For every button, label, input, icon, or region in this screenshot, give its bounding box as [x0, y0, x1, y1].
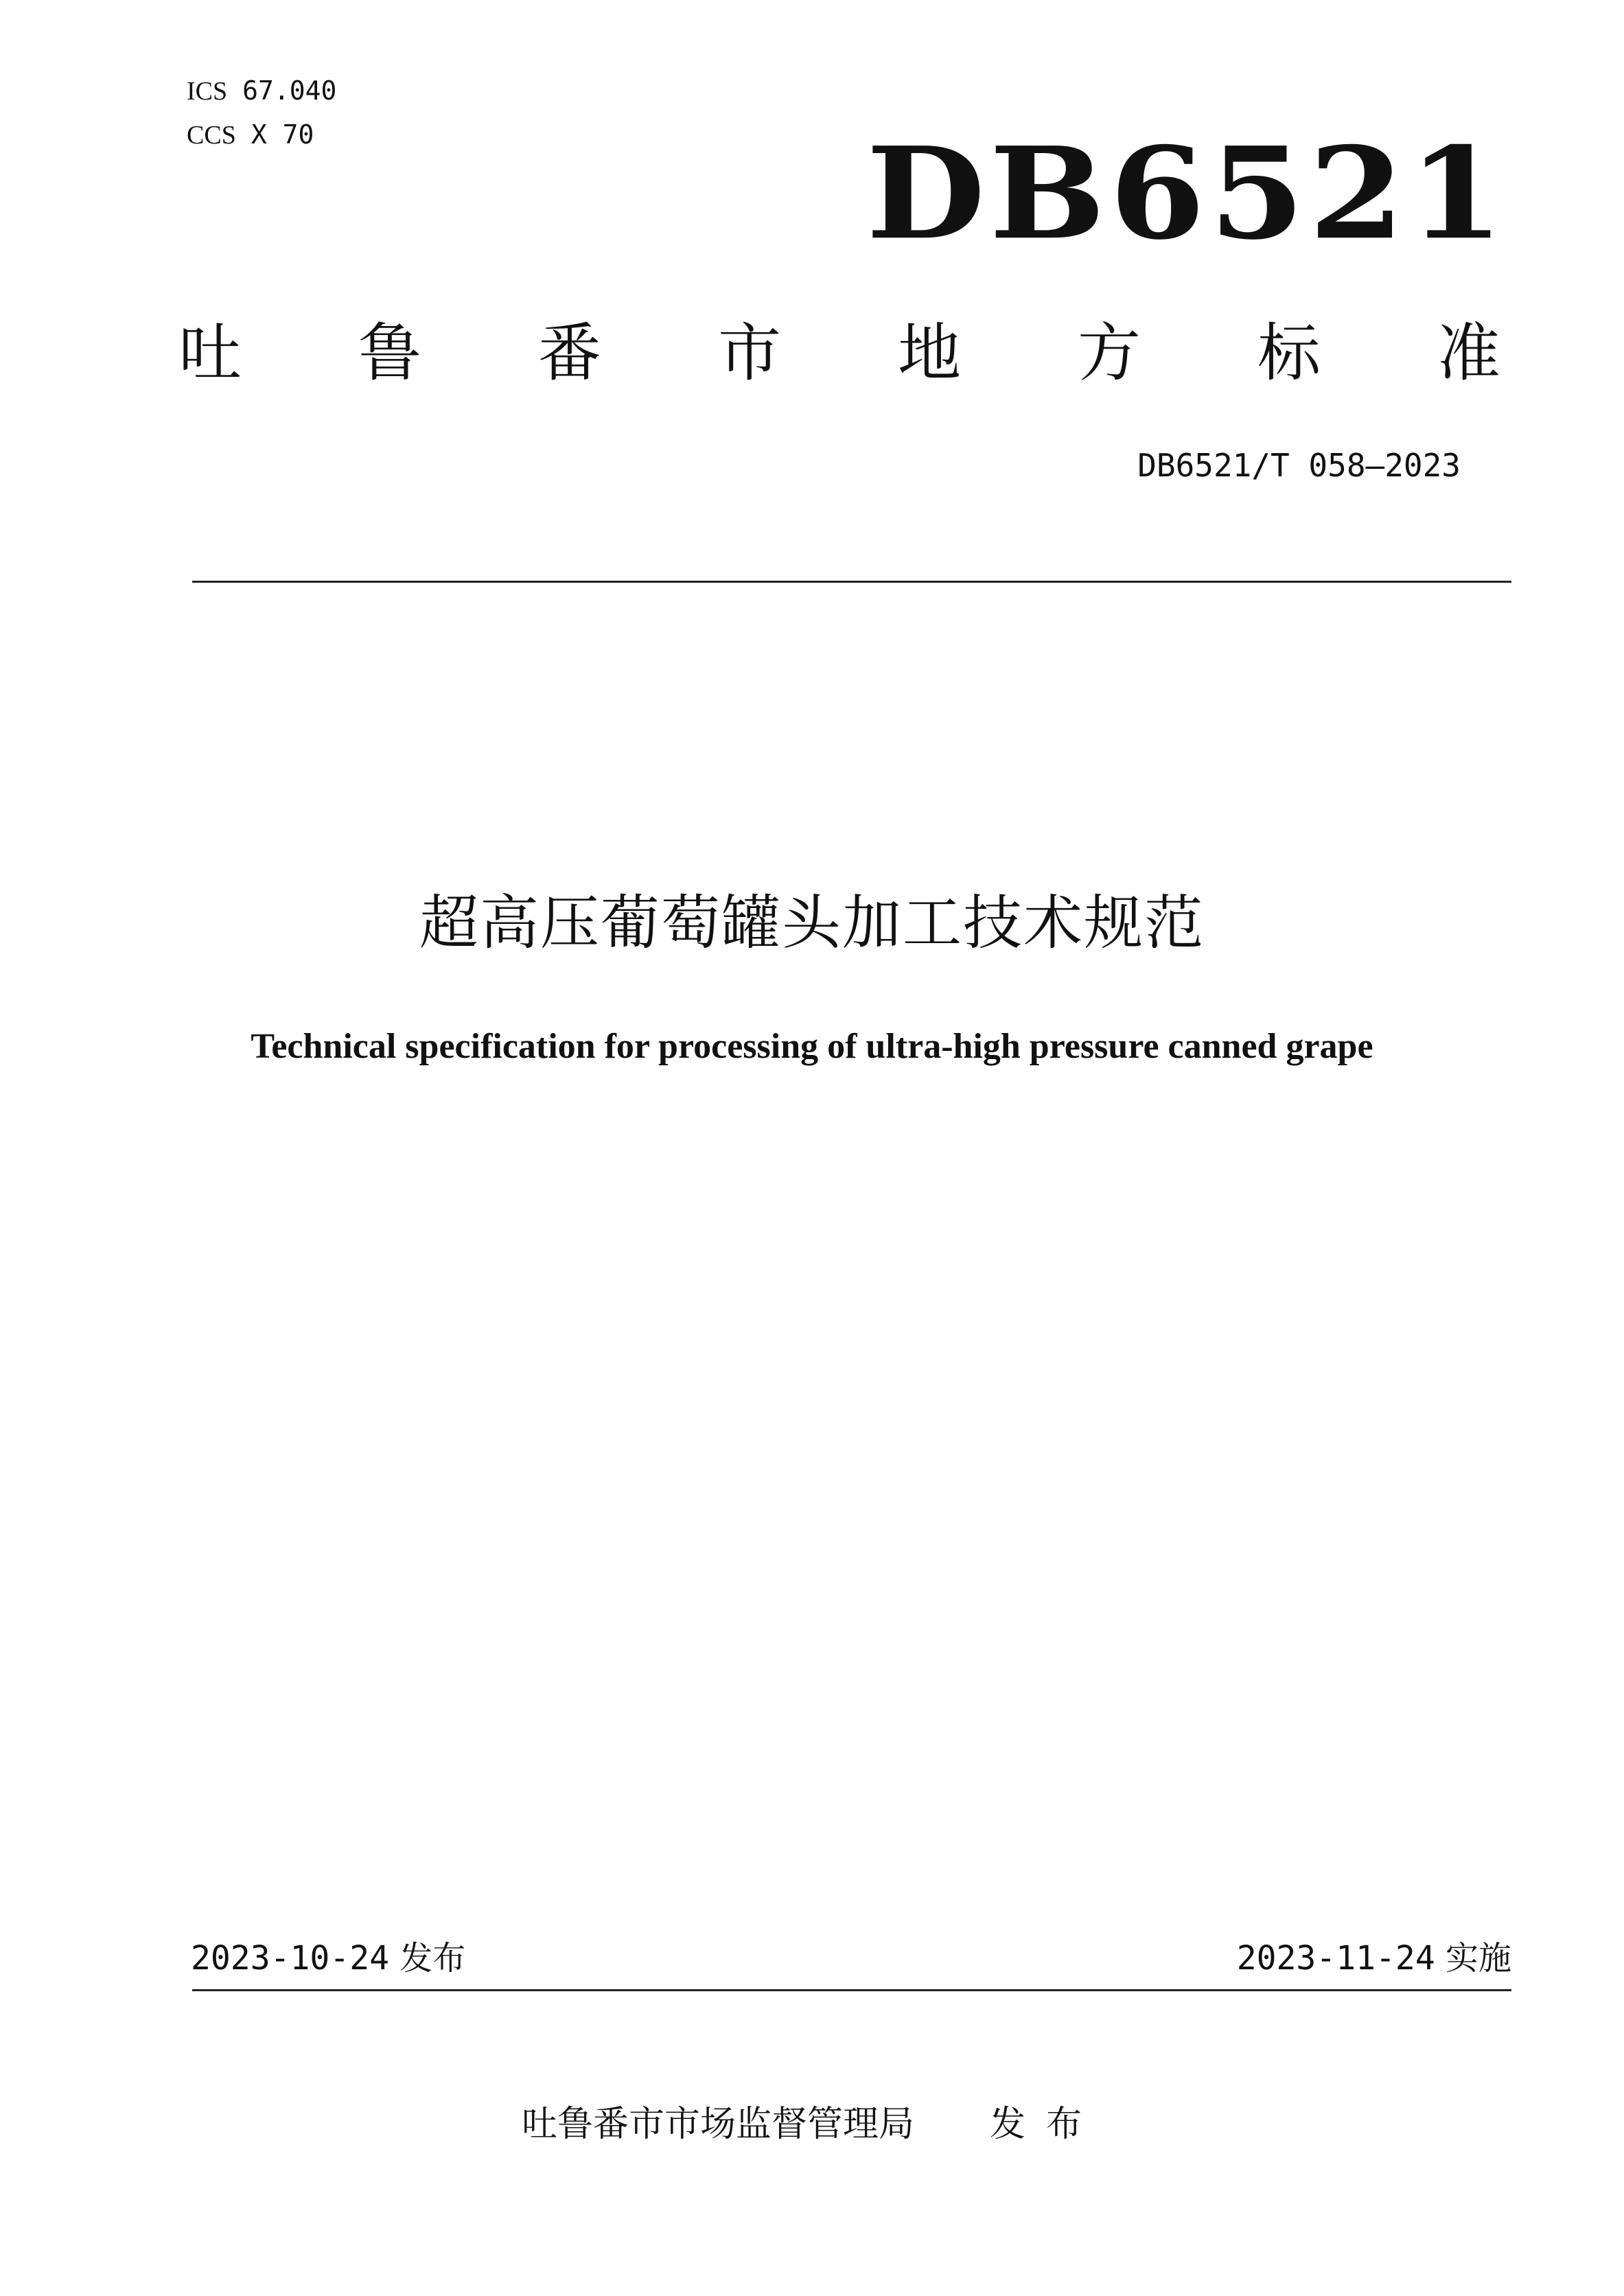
publish-date-block: [191, 1936, 465, 1981]
implement-date: 2023-11-24: [1236, 1939, 1435, 1978]
standard-code-logo: DB6521: [866, 119, 1509, 268]
standard-type-char: 准: [1437, 316, 1500, 390]
standard-type-char: 方: [1077, 316, 1141, 390]
implement-date-block: [1237, 1936, 1511, 1981]
standard-type-char: 鲁: [358, 316, 421, 390]
publish-label: 发布: [399, 1939, 466, 1978]
standard-type-char: 标: [1257, 316, 1321, 390]
standard-type-heading: [177, 312, 1502, 395]
top-divider: [192, 581, 1511, 583]
issuer-line: [0, 2100, 1624, 2148]
ics-value: 67.040: [242, 76, 337, 106]
implement-label: 实施: [1445, 1939, 1511, 1978]
standard-type-char: 市: [717, 316, 781, 390]
issuer-name: 吐鲁番市市场监督管理局: [521, 2104, 914, 2145]
document-title-english: Technical specification for processing of ultra-high pressure canned grape: [251, 1027, 1373, 1066]
issuer-action: 发布: [990, 2104, 1103, 2145]
ccs-label: CCS: [187, 121, 236, 150]
bottom-divider: [192, 1989, 1511, 1991]
ics-label: ICS: [187, 77, 228, 106]
standard-type-char: 吐: [178, 316, 242, 390]
standard-number: DB6521/T 058—2023: [1137, 447, 1461, 484]
standard-type-char: 地: [897, 316, 961, 390]
publish-date: 2023-10-24: [191, 1939, 389, 1978]
standard-type-char: 番: [537, 316, 601, 390]
ics-code: [187, 74, 336, 108]
ccs-code: [187, 118, 314, 152]
document-title-chinese: 超高压葡萄罐头加工技术规范: [419, 889, 1205, 958]
ccs-value: X 70: [251, 119, 314, 150]
